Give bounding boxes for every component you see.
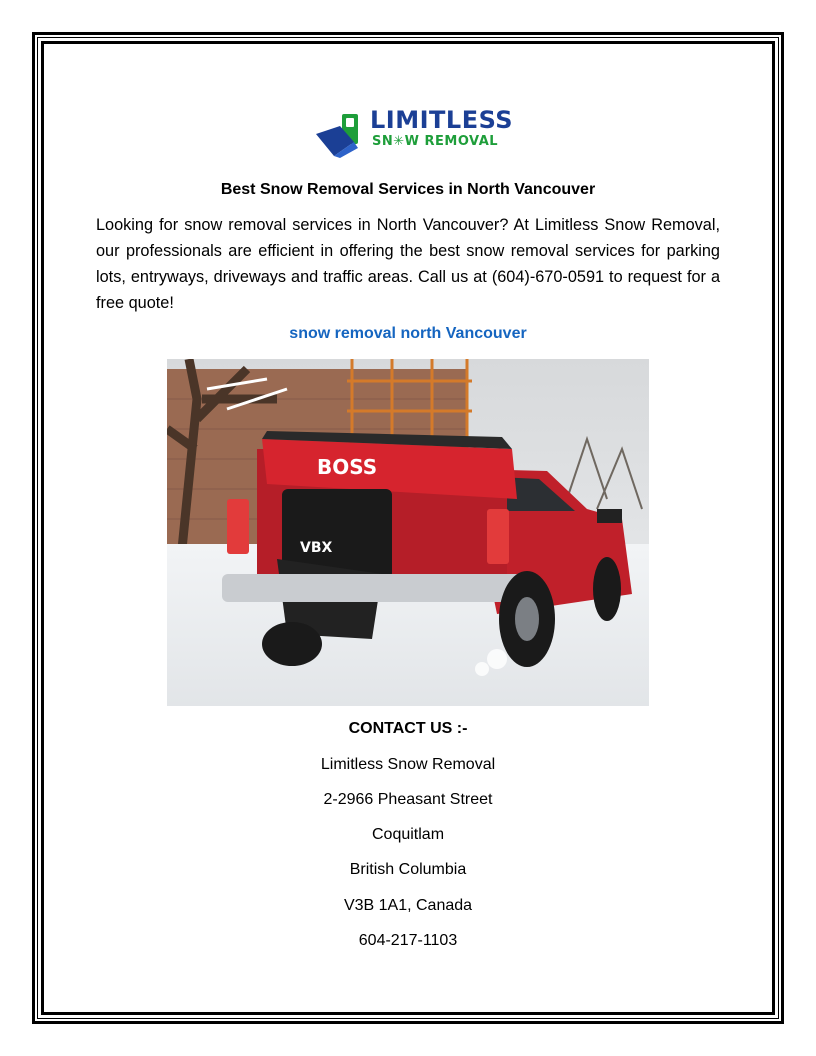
page-title: Best Snow Removal Services in North Vancouver [220,181,596,198]
contact-postal: V3B 1A1, Canada [343,897,473,914]
contact-street: 2-2966 Pheasant Street [323,791,493,808]
contact-city: Coquitlam [371,826,445,843]
contact-heading: CONTACT US :- [348,720,468,737]
shovel-icon [312,108,372,160]
logo-wordmark: LIMITLESS [370,106,514,134]
contact-phone[interactable]: 604-217-1103 [358,932,458,949]
logo-tagline: SN✳W REMOVAL [372,134,499,149]
spinner-brand-label: VBX [300,540,333,556]
snow-plow-truck-image [167,359,649,706]
contact-company: Limitless Snow Removal [320,756,496,773]
service-link[interactable]: snow removal north Vancouver [289,325,527,342]
intro-paragraph: Looking for snow removal services in North Vancouver? At Limitless Snow Removal, our professionals are efficient in offering the best snow removal services for parking lots, entryways, driveways and traffic areas. Call us at (604)-670-0591 to request for a free quote! [96,216,720,312]
hopper-brand-label: BOSS [317,455,378,479]
company-logo [312,106,514,160]
contact-province: British Columbia [349,861,467,878]
truck-photo [167,359,649,706]
